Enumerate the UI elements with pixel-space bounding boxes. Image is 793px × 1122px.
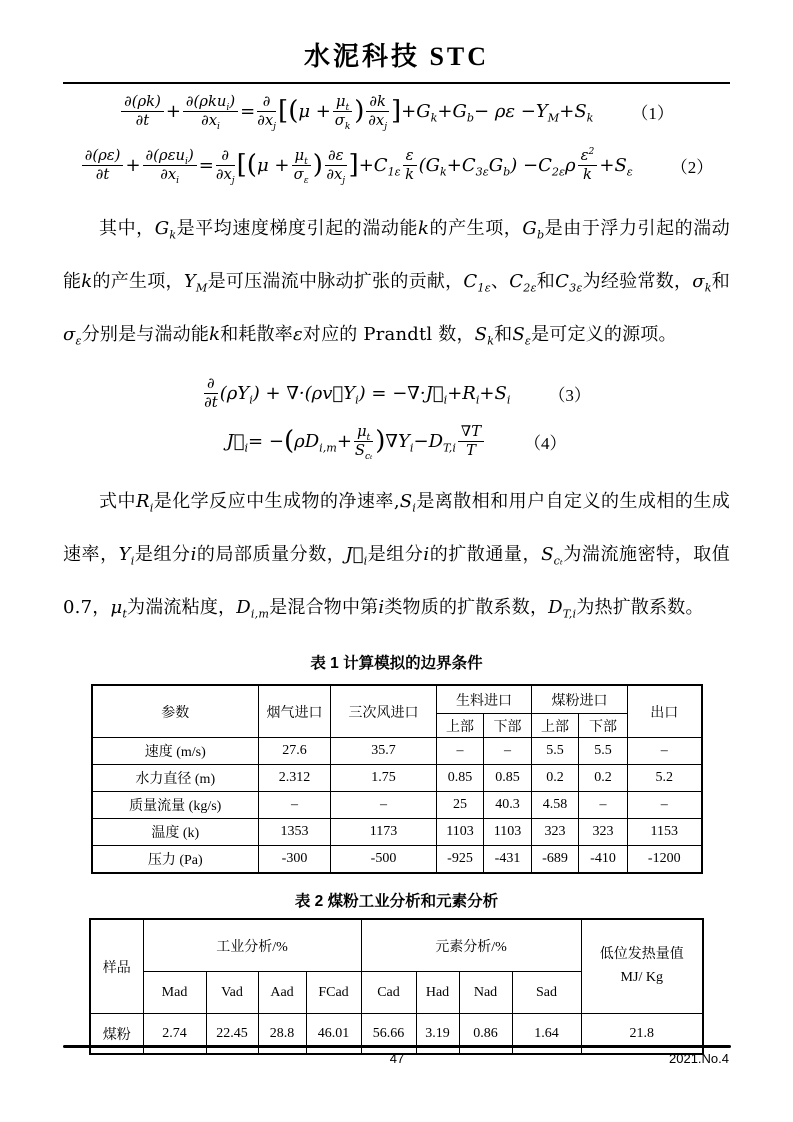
cell: 35.7	[331, 738, 437, 765]
footer-line	[63, 1051, 731, 1069]
t1-row-temperature	[92, 819, 702, 846]
cell: 1103	[484, 819, 532, 846]
t1-subheader-upper: 上部	[532, 714, 579, 738]
cell: 3.19	[416, 1014, 459, 1055]
cell: –	[331, 792, 437, 819]
cell: -925	[437, 846, 484, 874]
issue-number: 2021.No.4	[669, 1051, 729, 1066]
t2-header-proximate-analysis: 工业分析/%	[143, 919, 361, 972]
cell: –	[484, 738, 532, 765]
t2-header-sample: 样品	[90, 919, 143, 1014]
row-label: 压力 (Pa)	[92, 846, 259, 874]
cell: 0.85	[437, 765, 484, 792]
equation-number-4: （4）	[524, 433, 567, 453]
cell: –	[579, 792, 628, 819]
t1-header-raw-meal-inlet: 生料进口	[437, 685, 532, 714]
cell: –	[628, 792, 702, 819]
cell: 323	[532, 819, 579, 846]
cell: 5.5	[579, 738, 628, 765]
row-label: 质量流量 (kg/s)	[92, 792, 259, 819]
row-label: 速度 (m/s)	[92, 738, 259, 765]
equation-4: $J⃗_i$ = − ( ρ $D_{i,m}$ + $\frac{\mu_t}{S_{c_t}}$ ) ∇ $Y_i$ − $D_{T,i}$ $\frac{\nabla T}{T}$	[226, 424, 486, 458]
t2-subheader-sad: Sad	[512, 972, 581, 1014]
t1-row-hydraulic-diameter	[92, 765, 702, 792]
t1-row-pressure	[92, 846, 702, 874]
equation-row-4	[63, 417, 730, 465]
row-label: 煤粉	[90, 1014, 143, 1055]
t2-header-lhv-line2: MJ/ Kg	[620, 969, 663, 985]
table1-boundary-conditions	[91, 684, 703, 874]
cell: 1.64	[512, 1014, 581, 1055]
row-label: 水力直径 (m)	[92, 765, 259, 792]
paragraph-turbulence-terms: 其中，$G_k$是平均速度梯度引起的湍动能k的产生项，$G_b$是由于浮力引起的湍动能k的产生项，$Y_M$是可压湍流中脉动扩张的贡献，$C_{1\varepsilon}$、$C_{2\varepsilon}$和$C_{3\varepsilon}$为经验常数，$\sigma_k$和$\sigma_\varepsilon$分别是与湍动能k和耗散率ε对应的 Prandtl 数，$S_k$和$S_\varepsilon$是可定义的源项。	[63, 218, 731, 348]
cell: –	[628, 738, 702, 765]
t1-header-coal-inlet: 煤粉进口	[532, 685, 628, 714]
footer	[63, 1045, 731, 1069]
cell: 4.58	[532, 792, 579, 819]
equation-2: $\frac{\partial(\rho\varepsilon)}{\partial t}$ + $\frac{\partial(\rho\varepsilon u_i)}{\partial x_i}$ = $\frac{\partial}{\partial x_j}$ [ ( μ + $\frac{\mu_t}{\sigma_\varepsilon}$ ) $\frac{\partial\varepsilon}{\partial x_j}$ ] + $C_{1\varepsilon}$ $\frac{\varepsilon}{k}$ ( $G_k$ + $C_{3\varepsilon}$ $G_b$ ) − $C_{2\varepsilon}$ ρ $\frac{\varepsilon^2}{k}$ + $S_\varepsilon$	[80, 148, 633, 182]
t1-subheader-lower: 下部	[579, 714, 628, 738]
table2-coal-analysis	[89, 918, 704, 1055]
equation-1: $\frac{\partial(\rho k)}{\partial t}$ + $\frac{\partial(\rho ku_i)}{\partial x_i}$ = $\frac{\partial}{\partial x_j}$ [ ( μ + $\frac{\mu_t}{\sigma_k}$ ) $\frac{\partial k}{\partial x_j}$ ] + $G_k$ + $G_b$ − ρε − $Y_M$ + $S_k$	[119, 94, 593, 128]
cell: 40.3	[484, 792, 532, 819]
t1-row-mass-flow	[92, 792, 702, 819]
cell: 28.8	[258, 1014, 306, 1055]
cell: 323	[579, 819, 628, 846]
t2-subheader-vad: Vad	[206, 972, 258, 1014]
cell: 1.75	[331, 765, 437, 792]
cell: 1103	[437, 819, 484, 846]
cell: -1200	[628, 846, 702, 874]
t2-subheader-cad: Cad	[361, 972, 416, 1014]
t1-header-outlet: 出口	[628, 685, 702, 738]
t1-subheader-upper: 上部	[437, 714, 484, 738]
t1-row-velocity	[92, 738, 702, 765]
cell: –	[259, 792, 331, 819]
t2-subheader-mad: Mad	[143, 972, 206, 1014]
page-number: 47	[389, 1051, 405, 1066]
row-label: 温度 (k)	[92, 819, 259, 846]
cell: 0.2	[532, 765, 579, 792]
equation-row-1	[63, 84, 730, 138]
cell: -431	[484, 846, 532, 874]
t2-subheader-had: Had	[416, 972, 459, 1014]
t2-subheader-aad: Aad	[258, 972, 306, 1014]
table1-caption: 表 1 计算模拟的边界条件	[310, 655, 483, 672]
cell: 2.74	[143, 1014, 206, 1055]
cell: 1353	[259, 819, 331, 846]
cell: 25	[437, 792, 484, 819]
cell: 56.66	[361, 1014, 416, 1055]
equation-number-3: （3）	[548, 385, 591, 405]
t2-header-ultimate-analysis: 元素分析/%	[361, 919, 581, 972]
equation-row-3	[63, 369, 730, 417]
cell: 0.2	[579, 765, 628, 792]
equation-number-1: （1）	[631, 103, 674, 123]
cell: 46.01	[306, 1014, 361, 1055]
t1-subheader-lower: 下部	[484, 714, 532, 738]
t1-header-tertiary-air-inlet: 三次风进口	[331, 685, 437, 738]
cell: -689	[532, 846, 579, 874]
cell: -500	[331, 846, 437, 874]
cell: 27.6	[259, 738, 331, 765]
cell: -410	[579, 846, 628, 874]
t2-header-row-1	[90, 919, 703, 972]
t1-header-param: 参数	[92, 685, 259, 738]
table2-caption: 表 2 煤粉工业分析和元素分析	[294, 893, 499, 910]
cell: 21.8	[581, 1014, 703, 1055]
cell: 0.86	[459, 1014, 512, 1055]
cell: –	[437, 738, 484, 765]
cell: 5.5	[532, 738, 579, 765]
footer-divider	[63, 1045, 731, 1048]
t2-subheader-nad: Nad	[459, 972, 512, 1014]
t2-header-lhv	[581, 919, 703, 1014]
cell: 22.45	[206, 1014, 258, 1055]
journal-title: 水泥科技 STC	[303, 42, 490, 71]
cell: -300	[259, 846, 331, 874]
cell: 0.85	[484, 765, 532, 792]
t2-header-lhv-line1: 低位发热量值	[599, 947, 684, 963]
paragraph-species-terms: 式中$R_i$是化学反应中生成物的净速率$,S_i$是离散相和用户自定义的生成相的生成速率，$Y_i$是组分i的局部质量分数，$J⃗_i$是组分i的扩散通量，$S_{c_t}$为湍流施密特，取值 0.7，$\mu_t$为湍流粘度，$D_{i,m}$是混合物中第i类物质的扩散系数，$D_{T,i}$为热扩散系数。	[63, 491, 730, 621]
cell: 1173	[331, 819, 437, 846]
cell: 1153	[628, 819, 702, 846]
cell: 2.312	[259, 765, 331, 792]
t2-subheader-fcad: FCad	[306, 972, 361, 1014]
cell: 5.2	[628, 765, 702, 792]
equation-row-2	[63, 138, 730, 192]
equation-number-2: （2）	[670, 157, 714, 177]
t1-header-row-1	[92, 685, 702, 714]
t1-header-flue-gas-inlet: 烟气进口	[259, 685, 331, 738]
equation-3: $\frac{\partial}{\partial t}$ (ρ $Y_i$ ) + ∇·(ρv⃗ $Y_i$ ) = −∇· $J⃗_i$ + $R_i$ + $S_i$	[204, 375, 511, 411]
